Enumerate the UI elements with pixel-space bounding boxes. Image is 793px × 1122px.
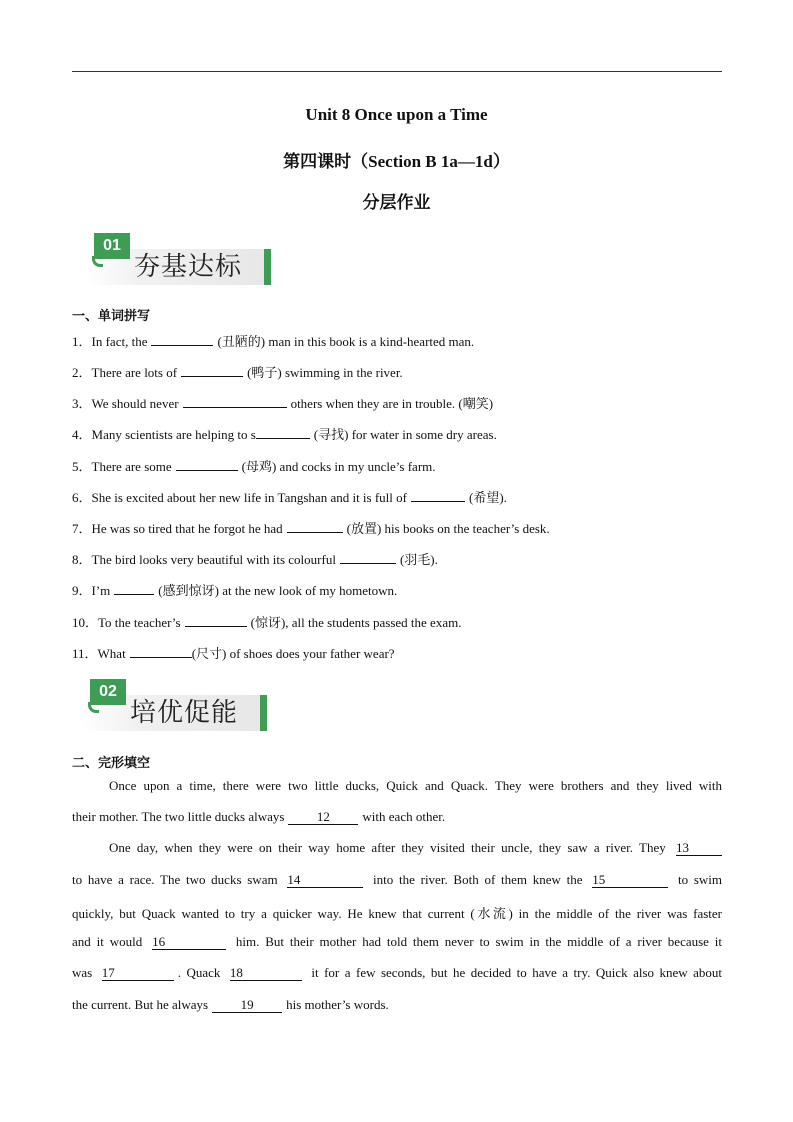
passage-line: Once upon a time, there were two little ducks, Quick and Quack. They were brothers and they lived with bbox=[109, 778, 722, 793]
badge-label: 培优促能 bbox=[130, 698, 239, 728]
badge-label: 夯基达标 bbox=[134, 252, 243, 282]
section2-heading: 二、完形填空 bbox=[72, 756, 151, 771]
question-1: 1．In fact, the (丑陋的) man in this book is a kind-hearted man. bbox=[72, 334, 475, 349]
homework-title: 分层作业 bbox=[362, 193, 431, 212]
answer-blank[interactable] bbox=[185, 614, 247, 627]
question-10: 10．To the teacher’s (惊讶), all the students passed the exam. bbox=[72, 615, 462, 630]
answer-blank[interactable] bbox=[114, 582, 154, 595]
question-2: 2．There are lots of (鸭子) swimming in the river. bbox=[72, 365, 403, 380]
answer-blank[interactable] bbox=[287, 520, 343, 533]
badge-bar bbox=[264, 249, 271, 285]
question-5: 5．There are some (母鸡) and cocks in my uncle’s farm. bbox=[72, 459, 436, 474]
cloze-blank-15[interactable]: 15 bbox=[592, 873, 668, 888]
section1-heading: 一、单词拼写 bbox=[72, 309, 151, 324]
cloze-blank-18[interactable]: 18 bbox=[230, 966, 302, 981]
answer-blank[interactable] bbox=[256, 426, 310, 439]
question-3: 3．We should never others when they are in trouble. (嘲笑) bbox=[72, 396, 494, 411]
passage-line: and it would 16 him. But their mother had told them never to swim in the middle of a river because it bbox=[72, 934, 723, 949]
cloze-blank-16[interactable]: 16 bbox=[152, 935, 226, 950]
answer-blank[interactable] bbox=[183, 395, 287, 408]
question-9: 9．I’m (感到惊讶) at the new look of my hometown. bbox=[72, 583, 398, 598]
question-6: 6．She is excited about her new life in Tangshan and it is full of (希望). bbox=[72, 490, 507, 505]
question-8: 8．The bird looks very beautiful with its colourful (羽毛). bbox=[72, 552, 438, 567]
cloze-blank-17[interactable]: 17 bbox=[102, 966, 174, 981]
answer-blank[interactable] bbox=[130, 645, 192, 658]
answer-blank[interactable] bbox=[181, 364, 243, 377]
answer-blank[interactable] bbox=[151, 333, 213, 346]
question-11: 11．What (尺寸) of shoes does your father wear? bbox=[72, 646, 395, 661]
question-4: 4．Many scientists are helping to s (寻找) for water in some dry areas. bbox=[72, 427, 497, 442]
badge-bar bbox=[260, 695, 267, 731]
cloze-blank-14[interactable]: 14 bbox=[287, 873, 363, 888]
header-rule bbox=[72, 71, 722, 72]
badge-number: 02 bbox=[90, 679, 126, 705]
cloze-blank-19[interactable]: 19 bbox=[212, 998, 282, 1013]
cloze-blank-13[interactable]: 13 bbox=[676, 841, 722, 856]
answer-blank[interactable] bbox=[411, 489, 465, 502]
passage-line: quickly, but Quack wanted to try a quicker way. He knew that current (水流) in the middle of the river was faster bbox=[72, 906, 722, 921]
answer-blank[interactable] bbox=[340, 551, 396, 564]
badge-number: 01 bbox=[94, 233, 130, 259]
passage-line: to have a race. The two ducks swam 14 into the river. Both of them knew the 15 to swim bbox=[72, 872, 722, 887]
passage-line: their mother. The two little ducks always 12 with each other. bbox=[72, 809, 446, 824]
doc-title: Unit 8 Once upon a Time bbox=[305, 105, 488, 124]
passage-line: One day, when they were on their way home after they visited their uncle, they saw a river. They 13 bbox=[109, 840, 722, 856]
section-badge-01 bbox=[84, 233, 284, 287]
section-badge-02 bbox=[80, 679, 280, 733]
question-7: 7．He was so tired that he forgot he had (放置) his books on the teacher’s desk. bbox=[72, 521, 550, 536]
lesson-title: 第四课时（Section B 1a—1d） bbox=[283, 152, 510, 171]
passage-line: the current. But he always 19 his mother’s words. bbox=[72, 997, 389, 1012]
answer-blank[interactable] bbox=[176, 458, 238, 471]
cloze-blank-12[interactable]: 12 bbox=[288, 810, 358, 825]
passage-line: was 17 . Quack 18 it for a few seconds, but he decided to have a try. Quick also knew about bbox=[72, 965, 723, 980]
